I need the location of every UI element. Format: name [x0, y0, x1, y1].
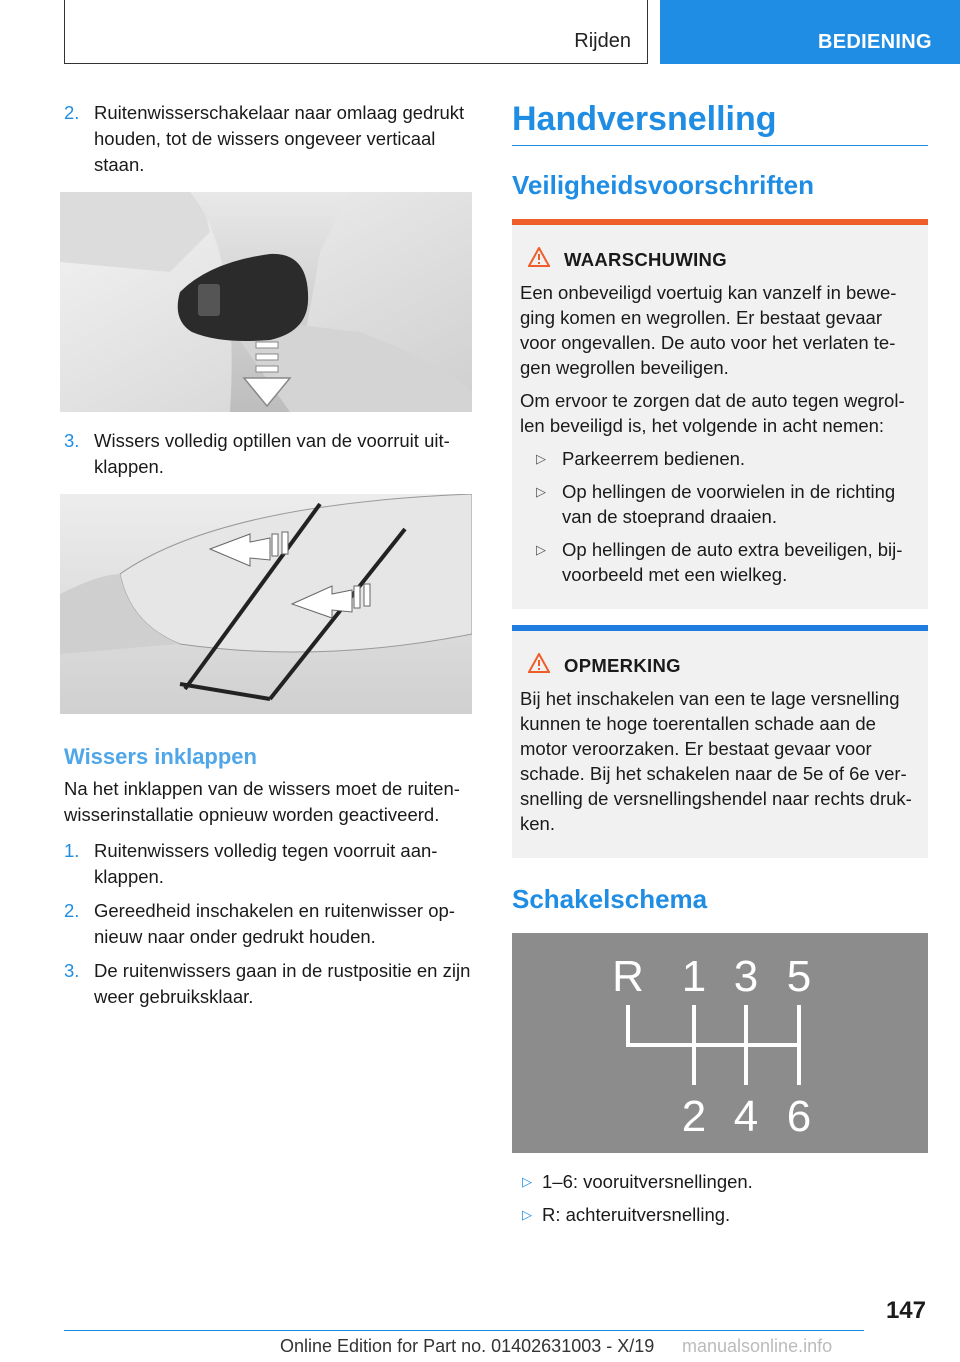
step-number: 3.: [64, 430, 80, 451]
list-item: [512, 1202, 928, 1227]
step-number: 2.: [64, 900, 80, 921]
list-item-text: Op hellingen de auto extra beveiligen, bij-voorbeeld met een wielkeg.: [562, 539, 903, 585]
list-item-text: 1–6: vooruitversnellingen.: [542, 1171, 753, 1192]
warning-title: WAARSCHUWING: [564, 248, 727, 270]
list-item-text: R: achteruitversnelling.: [542, 1204, 731, 1225]
section-heading: Schakelschema: [512, 884, 708, 914]
footer-divider: [64, 1330, 864, 1331]
subsection-heading: Wissers inklappen: [64, 744, 257, 769]
left-column: [64, 100, 484, 1018]
note-title-row: [528, 653, 920, 678]
page-number: 147: [885, 1297, 926, 1324]
paragraph: Na het inklappen van de wissers moet de ruiten-wisserinstallatie opnieuw worden geactiveerd.: [64, 778, 460, 825]
triangle-bullet-icon: ▷: [522, 1207, 532, 1222]
watermark: manualsonline.info: [682, 1336, 833, 1356]
list-item: [512, 1169, 928, 1194]
step-text: Gereedheid inschakelen en ruitenwisser op-nieuw naar onder gedrukt houden.: [94, 900, 455, 947]
step-item: [64, 428, 484, 480]
warning-box: [512, 219, 928, 609]
step-text: Wissers volledig optillen van de voorruit uit-klappen.: [94, 430, 450, 477]
gear-shift-diagram: [512, 933, 928, 1153]
header-box: [64, 0, 648, 64]
list-item-text: Op hellingen de voorwielen in de richting van de stoeprand draaien.: [562, 481, 896, 527]
warning-text: Een onbeveiligd voertuig kan vanzelf in bewe-ging komen en wegrollen. Er bestaat gevaar voor ongevallen. De auto voor het verlaten te-gen wegrollen beveiligen.: [520, 282, 897, 378]
gear-label-2: 2: [681, 1092, 707, 1141]
gear-label-6: 6: [786, 1092, 812, 1141]
section-heading: Veiligheidsvoorschriften: [512, 170, 814, 200]
step-number: 1.: [64, 840, 80, 861]
step-text: De ruitenwissers gaan in de rustpositie en zijn weer gebruiksklaar.: [94, 960, 471, 1007]
section-title: Rijden: [574, 30, 631, 52]
step-item: [64, 958, 484, 1010]
step-item: [64, 838, 484, 890]
gear-label-4: 4: [733, 1092, 759, 1141]
step-item: [64, 100, 484, 178]
note-box: [512, 625, 928, 858]
right-column: [512, 100, 928, 1235]
step-number: 3.: [64, 960, 80, 981]
note-title: OPMERKING: [564, 654, 681, 676]
edition-text: Online Edition for Part no. 01402631003 - X/19: [280, 1336, 655, 1356]
triangle-bullet-icon: ▷: [536, 484, 546, 499]
triangle-bullet-icon: ▷: [536, 542, 546, 557]
windshield-wiper-illustration: [60, 494, 472, 714]
wiper-switch-illustration: [60, 192, 472, 412]
step-item: [64, 898, 484, 950]
warning-text: Om ervoor te zorgen dat de auto tegen wegrol-len beveiligd is, het volgende in acht nemen:: [520, 390, 905, 436]
warning-triangle-icon: [528, 247, 550, 272]
note-text: Bij het inschakelen van een te lage versnelling kunnen te hoge toerentallen schade aan de motor veroorzaken. Er bestaat gevaar voor schade. Bij het schakelen naar de 5e of 6e ver-snelling de versnellingshendel naar rechts druk-ken.: [520, 688, 912, 834]
step-number: 2.: [64, 102, 80, 123]
list-item: [520, 479, 920, 529]
warning-triangle-icon: [528, 653, 550, 678]
gear-label-r: R: [612, 952, 644, 1001]
list-item: [520, 446, 920, 471]
warning-title-row: [528, 247, 920, 272]
gear-label-1: 1: [681, 952, 707, 1001]
list-item-text: Parkeerrem bedienen.: [562, 448, 746, 469]
list-item: [520, 537, 920, 587]
gear-label-5: 5: [786, 952, 812, 1001]
chapter-tab: [660, 0, 960, 64]
chapter-title: BEDIENING: [818, 31, 932, 53]
triangle-bullet-icon: ▷: [536, 451, 546, 466]
step-text: Ruitenwisserschakelaar naar omlaag gedrukt houden, tot de wissers ongeveer verticaal staan.: [94, 102, 465, 175]
triangle-bullet-icon: ▷: [522, 1174, 532, 1189]
chapter-heading: Handversnelling: [512, 100, 928, 146]
step-text: Ruitenwissers volledig tegen voorruit aan-klappen.: [94, 840, 438, 887]
gear-label-3: 3: [733, 952, 759, 1001]
